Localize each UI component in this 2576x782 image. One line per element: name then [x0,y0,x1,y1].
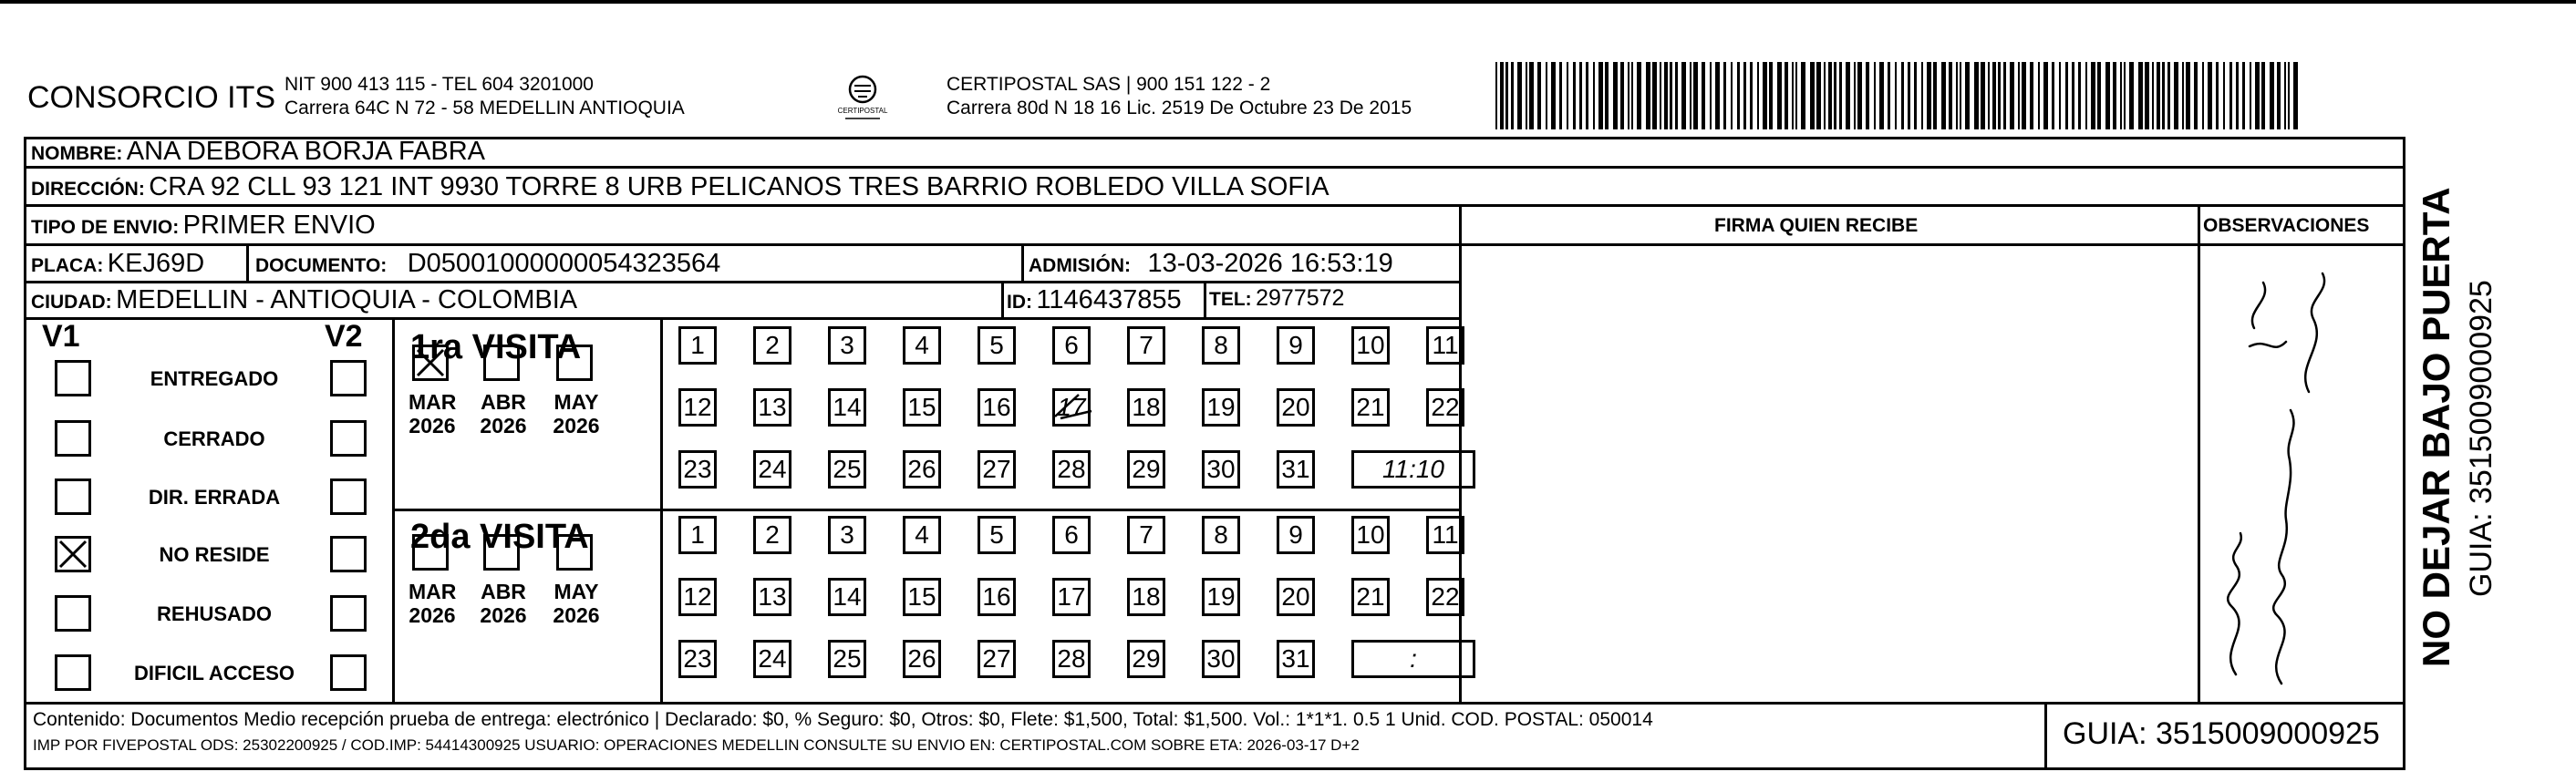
month-year: 2026 [480,603,527,627]
company-address: Carrera 64C N 72 - 58 MEDELLIN ANTIOQUIA [284,98,685,118]
admision-label: ADMISIÓN: [1029,255,1131,276]
day-box[interactable]: 7 [1127,516,1165,554]
nombre-row [31,137,485,167]
day-box[interactable]: 12 [678,388,717,427]
footer-guia: GUIA: 3515009000925 [2063,716,2380,751]
v2-checkbox[interactable] [330,595,367,632]
day-box[interactable]: 3 [828,326,866,365]
company-info [284,73,685,120]
courier-name: CERTIPOSTAL SAS | 900 151 122 - 2 [947,74,1271,95]
admision-cell [1029,249,1393,279]
day-box[interactable]: 27 [978,450,1016,489]
first-visit-title: 1ra VISITA [410,328,582,366]
status-label: DIR. ERRADA [148,486,281,509]
month-checkbox[interactable] [412,534,449,571]
day-box[interactable]: 2 [753,326,791,365]
month-year: 2026 [553,603,600,627]
day-box[interactable]: 28 [1052,450,1091,489]
day-box[interactable]: 4 [903,326,941,365]
direccion-row [31,172,1329,202]
month-name: ABR [481,580,526,603]
day-box[interactable]: 17 [1052,578,1091,616]
day-box[interactable]: 5 [978,516,1016,554]
day-box[interactable]: 23 [678,450,717,489]
company-nit: NIT 900 413 115 - TEL 604 3201000 [284,74,594,95]
month-year: 2026 [480,414,527,437]
placa-cell [31,249,204,279]
v2-checkbox[interactable] [330,420,367,457]
v1-header: V1 [42,319,80,354]
day-box[interactable]: 25 [828,450,866,489]
footer-divider [2044,702,2047,767]
month-name: MAY [553,580,599,603]
day-box[interactable]: 16 [978,388,1016,427]
ciudad-cell [31,285,577,315]
day-box[interactable]: 30 [1202,640,1240,678]
v2-checkbox[interactable] [330,654,367,691]
day-box[interactable]: 26 [903,640,941,678]
frame-bottom [24,767,2405,770]
tel-value: 2977572 [1256,285,1345,311]
time-field[interactable]: : [1351,640,1475,678]
status-label: NO RESIDE [159,543,270,566]
day-box[interactable]: 25 [828,640,866,678]
day-box[interactable]: 7 [1127,326,1165,365]
status-label: DIFICIL ACCESO [133,662,295,684]
day-box[interactable]: 15 [903,388,941,427]
day-box[interactable]: 23 [678,640,717,678]
courier-address: Carrera 80d N 18 16 Lic. 2519 De Octubre 23 De 2015 [947,98,1412,118]
day-box[interactable]: 8 [1202,326,1240,365]
side-guia: GUIA: 3515009000925 [2464,280,2498,597]
tel-cell [1209,285,1344,312]
day-box[interactable]: 14 [828,388,866,427]
placa-value: KEJ69D [107,249,205,278]
v1-checkbox[interactable] [55,595,91,632]
status-label: REHUSADO [157,602,272,625]
month-year: 2026 [409,414,456,437]
day-box[interactable]: 18 [1127,388,1165,427]
day-box[interactable]: 11 [1426,326,1464,365]
col-line-placa [246,243,249,281]
logo-text: CERTIPOSTAL [837,107,888,115]
row-line-5 [24,317,1459,320]
day-box[interactable]: 9 [1277,326,1315,365]
month-checkbox[interactable] [556,345,593,381]
frame-left [24,137,26,770]
footer-imp: IMP POR FIVEPOSTAL ODS: 25302200925 / COD.IMP: 54414300925 USUARIO: OPERACIONES MEDELLIN CONSULTE SU ENVIO EN: CERTIPOSTAL.COM SOBRE ETA: 2026-03-17 D+2 [33,736,1360,754]
check-x-icon [415,347,446,378]
day-box[interactable]: 9 [1277,516,1315,554]
id-label: ID: [1007,292,1032,313]
day-box[interactable]: 29 [1127,450,1165,489]
certipostal-logo-icon [834,71,891,124]
frame-right [2403,137,2405,770]
month-name: MAY [553,390,599,414]
tipo-label: TIPO DE ENVIO: [31,217,180,238]
month-checkbox[interactable] [556,534,593,571]
month-name: MAR [409,390,457,414]
day-box[interactable]: 20 [1277,388,1315,427]
day-box[interactable]: 17 [1052,388,1091,427]
month-checkbox[interactable] [483,345,520,381]
day-box[interactable]: 21 [1351,578,1390,616]
day-box[interactable]: 22 [1426,578,1464,616]
day-box[interactable]: 19 [1202,388,1240,427]
month-name: MAR [409,580,457,603]
side-warning: NO DEJAR BAJO PUERTA [2415,187,2457,667]
day-box[interactable]: 11 [1426,516,1464,554]
day-box[interactable]: 4 [903,516,941,554]
month-checkbox[interactable] [483,534,520,571]
direccion-value: CRA 92 CLL 93 121 INT 9930 TORRE 8 URB PELICANOS TRES BARRIO ROBLEDO VILLA SOFIA [149,172,1329,201]
day-box[interactable]: 15 [903,578,941,616]
v1-checkbox[interactable] [55,536,91,572]
day-box[interactable]: 24 [753,640,791,678]
tel-label: TEL: [1209,289,1252,310]
day-box[interactable]: 19 [1202,578,1240,616]
v1-checkbox[interactable] [55,420,91,457]
handwritten-observation [2199,246,2402,700]
footer-contenido: Contenido: Documentos Medio recepción prueba de entrega: electrónico | Declarado: $0, % Seguro: $0, Otros: $0, Flete: $1,500, Total: $1,500. Vol.: 1*1*1. 0.5 1 Unid. COD. POSTAL: 050014 [33,709,1653,730]
row-line-footer [24,702,2405,705]
day-box[interactable]: 10 [1351,516,1390,554]
month-label [553,580,600,627]
row-line-2 [24,204,2405,207]
day-box[interactable]: 24 [753,450,791,489]
day-box[interactable]: 2 [753,516,791,554]
day-box[interactable]: 31 [1277,450,1315,489]
id-cell [1007,285,1182,315]
day-box[interactable]: 29 [1127,640,1165,678]
col-line-id [1001,281,1004,317]
observaciones-header: OBSERVACIONES [2203,215,2370,236]
documento-label: DOCUMENTO: [255,255,388,276]
day-box[interactable]: 8 [1202,516,1240,554]
day-box[interactable]: 5 [978,326,1016,365]
row-line-4 [24,281,1459,283]
nombre-value: ANA DEBORA BORJA FABRA [126,137,486,166]
day-box[interactable]: 3 [828,516,866,554]
day-box[interactable]: 14 [828,578,866,616]
v1-checkbox[interactable] [55,654,91,691]
visit-separator [392,509,1459,511]
nombre-label: NOMBRE: [31,143,123,164]
id-value: 1146437855 [1036,285,1182,314]
day-box[interactable]: 22 [1426,388,1464,427]
month-name: ABR [481,390,526,414]
tipo-row [31,211,376,241]
day-box[interactable]: 28 [1052,640,1091,678]
day-box[interactable]: 6 [1052,326,1091,365]
documento-value: D05001000000054323564 [407,249,721,278]
month-label [480,580,527,627]
day-box[interactable]: 30 [1202,450,1240,489]
barcode [1495,62,2298,129]
status-label: ENTREGADO [150,367,279,390]
second-visit-title: 2da VISITA [410,518,589,556]
documento-cell [255,249,720,279]
month-label [409,390,456,437]
v2-checkbox[interactable] [330,536,367,572]
top-border [0,0,2576,4]
day-box[interactable]: 13 [753,578,791,616]
courier-info [947,73,1412,120]
v1-checkbox[interactable] [55,478,91,515]
day-box[interactable]: 1 [678,326,717,365]
col-line-admision [1021,243,1024,281]
ciudad-label: CIUDAD: [31,292,112,313]
day-box[interactable]: 10 [1351,326,1390,365]
day-box[interactable]: 26 [903,450,941,489]
month-year: 2026 [553,414,600,437]
day-box[interactable]: 18 [1127,578,1165,616]
month-year: 2026 [409,603,456,627]
v2-checkbox[interactable] [330,360,367,396]
day-box[interactable]: 12 [678,578,717,616]
ciudad-value: MEDELLIN - ANTIOQUIA - COLOMBIA [116,285,578,314]
firma-header: FIRMA QUIEN RECIBE [1714,215,1919,236]
status-label: CERRADO [163,427,265,450]
v2-header: V2 [325,319,363,354]
day-box[interactable]: 27 [978,640,1016,678]
day-box[interactable]: 21 [1351,388,1390,427]
time-field[interactable]: 11:10 [1351,450,1475,489]
day-box[interactable]: 16 [978,578,1016,616]
month-label [480,390,527,437]
tipo-value: PRIMER ENVIO [182,211,376,240]
placa-label: PLACA: [31,255,104,276]
day-box[interactable]: 31 [1277,640,1315,678]
day-box[interactable]: 20 [1277,578,1315,616]
day-box[interactable]: 1 [678,516,717,554]
v1-checkbox[interactable] [55,360,91,396]
check-x-icon [57,539,88,570]
direccion-label: DIRECCIÓN: [31,179,145,200]
month-label [553,390,600,437]
col-line-tel [1204,281,1206,317]
day-box[interactable]: 6 [1052,516,1091,554]
v2-checkbox[interactable] [330,478,367,515]
month-checkbox[interactable] [412,345,449,381]
company-name: CONSORCIO ITS [27,80,276,115]
admision-value: 13-03-2026 16:53:19 [1147,249,1393,278]
day-box[interactable]: 13 [753,388,791,427]
month-label [409,580,456,627]
